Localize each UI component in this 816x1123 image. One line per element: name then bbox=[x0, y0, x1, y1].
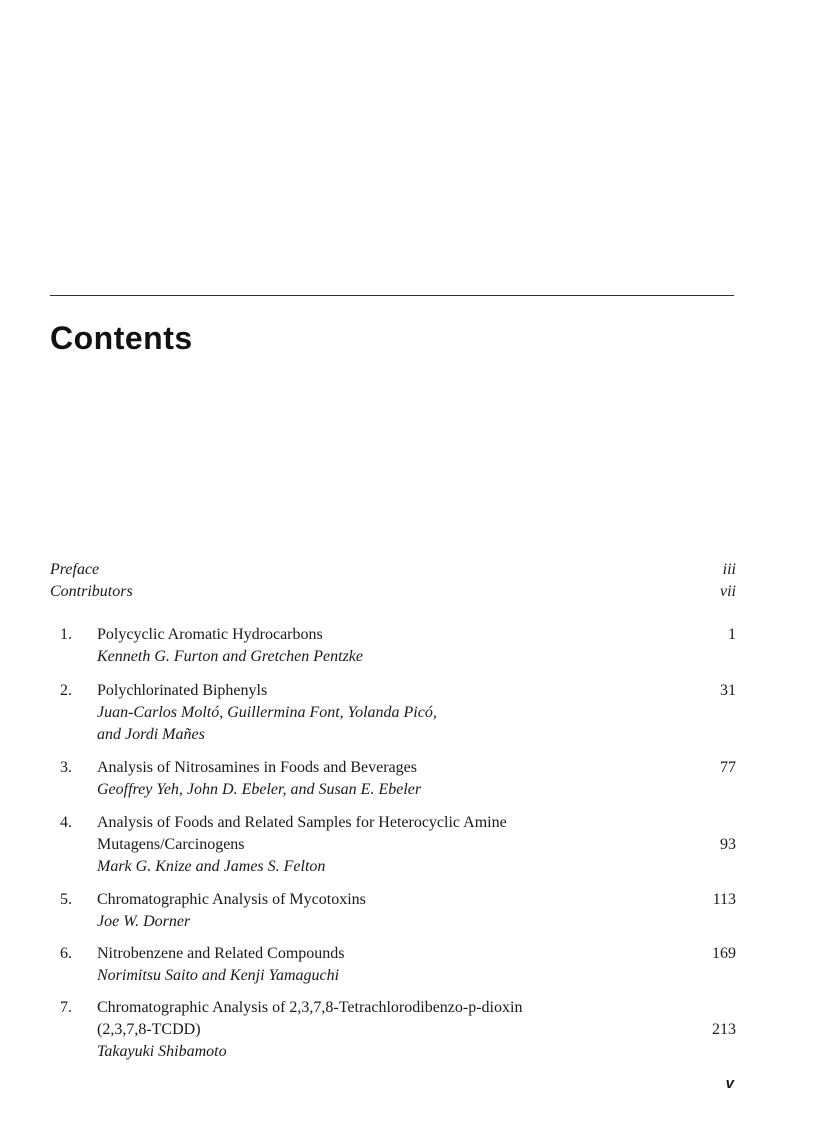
chapter-title: Polychlorinated Biphenyls bbox=[97, 682, 268, 699]
chapter-title: Chromatographic Analysis of Mycotoxins bbox=[97, 891, 366, 908]
toc-page-number: 169 bbox=[712, 945, 736, 962]
chapter-number: 1. bbox=[60, 626, 72, 643]
toc-page-number: 93 bbox=[720, 836, 736, 853]
toc-page-number: 31 bbox=[720, 682, 736, 699]
chapter-authors: and Jordi Mañes bbox=[97, 726, 205, 743]
chapter-title: Mutagens/Carcinogens bbox=[97, 836, 245, 853]
toc-chapter-2[interactable] bbox=[50, 680, 736, 746]
toc-entry-preface[interactable] bbox=[50, 559, 736, 581]
toc-page-number: vii bbox=[720, 583, 736, 600]
header-rule bbox=[50, 295, 734, 296]
page-title: Contents bbox=[50, 320, 193, 356]
chapter-authors: Norimitsu Saito and Kenji Yamaguchi bbox=[97, 967, 340, 984]
toc-chapter-4[interactable] bbox=[50, 812, 736, 878]
toc-entry-label: Contributors bbox=[50, 583, 133, 600]
toc-chapter-7[interactable] bbox=[50, 997, 736, 1063]
chapter-title: Chromatographic Analysis of 2,3,7,8-Tetrachlorodibenzo-p-dioxin bbox=[97, 999, 523, 1016]
chapter-authors: Mark G. Knize and James S. Felton bbox=[97, 858, 326, 875]
chapter-title: Polycyclic Aromatic Hydrocarbons bbox=[97, 626, 323, 643]
chapter-authors: Takayuki Shibamoto bbox=[97, 1043, 227, 1060]
toc-entry-label: Preface bbox=[50, 561, 100, 578]
toc-chapter-1[interactable] bbox=[50, 624, 736, 668]
chapter-title: (2,3,7,8-TCDD) bbox=[97, 1021, 201, 1038]
chapter-number: 2. bbox=[60, 682, 72, 699]
chapter-title: Analysis of Nitrosamines in Foods and Beverages bbox=[97, 759, 417, 776]
chapter-authors: Geoffrey Yeh, John D. Ebeler, and Susan E. Ebeler bbox=[97, 781, 422, 798]
toc-page-number: 1 bbox=[728, 626, 736, 643]
chapter-authors: Juan-Carlos Moltó, Guillermina Font, Yolanda Picó, bbox=[97, 704, 437, 721]
toc-page-number: 213 bbox=[712, 1021, 736, 1038]
toc-chapter-6[interactable] bbox=[50, 943, 736, 987]
chapter-number: 7. bbox=[60, 999, 72, 1016]
toc-page-number: 113 bbox=[712, 891, 736, 908]
chapter-title: Nitrobenzene and Related Compounds bbox=[97, 945, 345, 962]
chapter-authors: Kenneth G. Furton and Gretchen Pentzke bbox=[97, 648, 364, 665]
chapter-number: 4. bbox=[60, 814, 72, 831]
chapter-title: Analysis of Foods and Related Samples for Heterocyclic Amine bbox=[97, 814, 507, 831]
toc-page-number: 77 bbox=[720, 759, 736, 776]
toc-page-number: iii bbox=[722, 561, 736, 578]
chapter-authors: Joe W. Dorner bbox=[97, 913, 191, 930]
chapter-number: 3. bbox=[60, 759, 72, 776]
toc-chapter-3[interactable] bbox=[50, 757, 736, 801]
toc-chapter-5[interactable] bbox=[50, 889, 736, 933]
chapter-number: 5. bbox=[60, 891, 72, 908]
page-folio: v bbox=[725, 1075, 734, 1092]
chapter-number: 6. bbox=[60, 945, 72, 962]
toc-entry-contributors[interactable] bbox=[50, 581, 736, 603]
